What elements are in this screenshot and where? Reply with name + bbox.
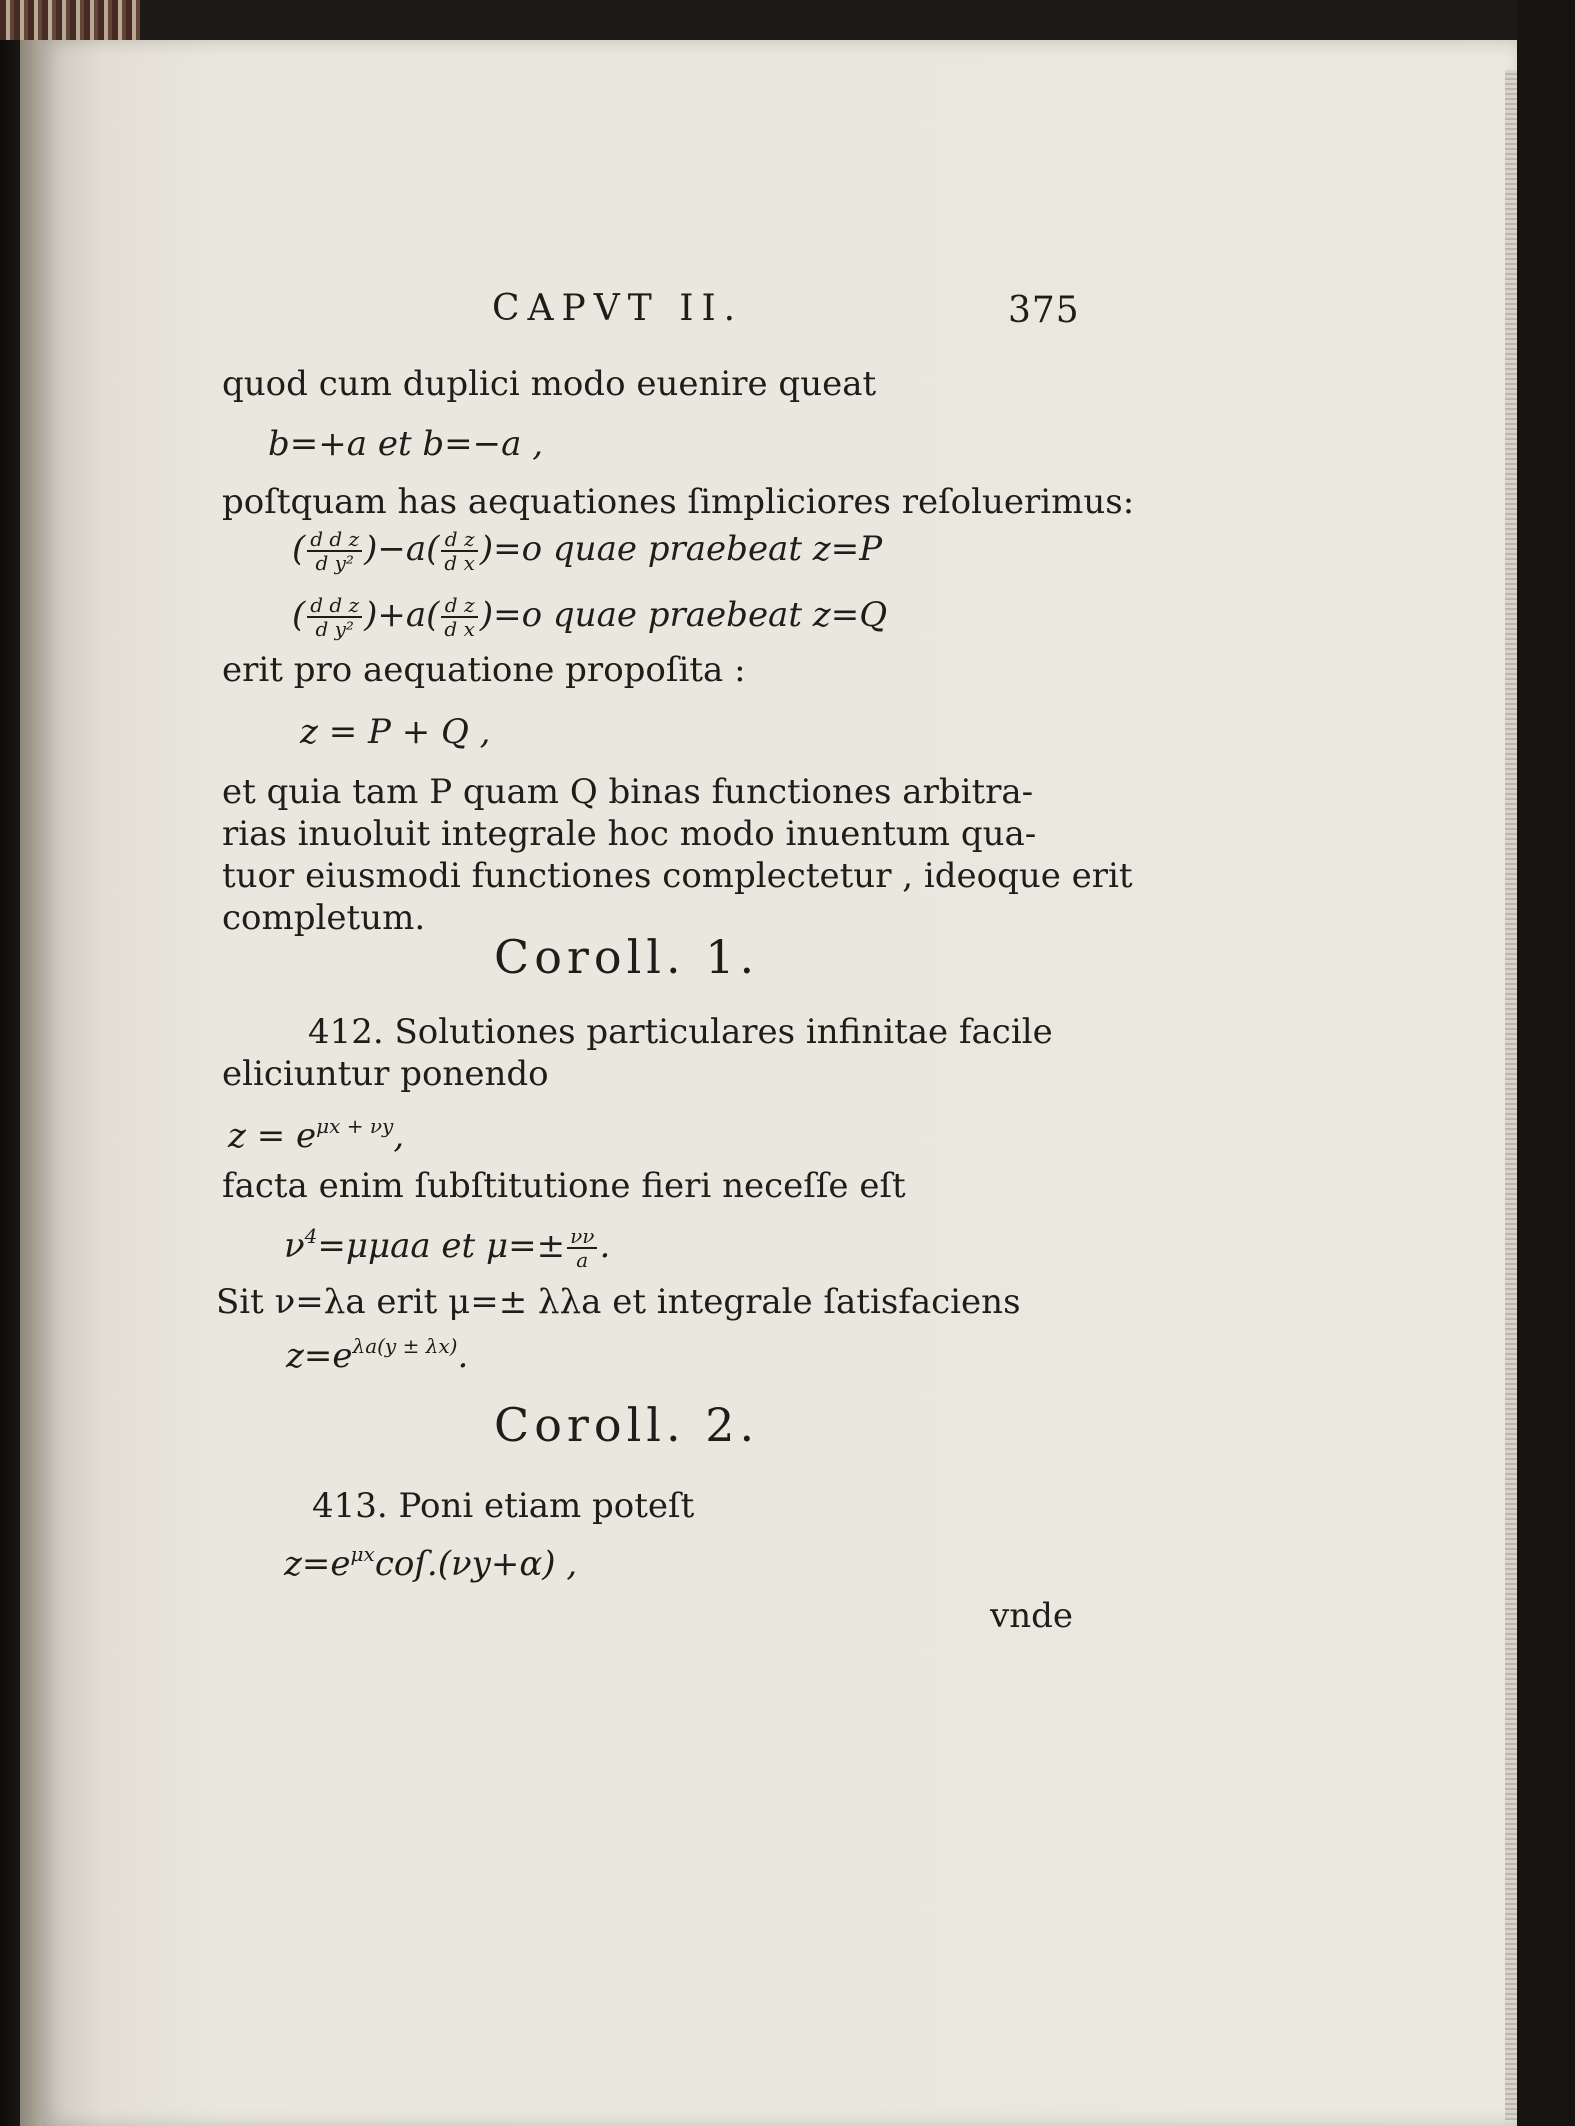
equation: $z=e^{\lambda a(y \pm \lambda x)}$. xyxy=(286,1334,469,1376)
fraction: $\frac{\nu\nu}{a}$ xyxy=(567,1225,597,1271)
fraction: $\frac{\text{d z}}{\text{d x}}$ xyxy=(441,594,477,640)
text-line: facta enim ſubſtitutione fieri neceſſe eſt xyxy=(222,1166,906,1206)
equation: $\nu^4=\mu\mu aa$ et μ=± $\frac{\nu\nu}{a}$ . xyxy=(284,1224,611,1272)
equation: $z = e^{\mu x + \nu y}$, xyxy=(228,1114,405,1156)
fraction: $\frac{\text{d d z}}{\text{d y²}}$ xyxy=(307,594,362,640)
text-line: completum. xyxy=(222,898,426,938)
section-heading: Coroll. 1. xyxy=(494,930,760,984)
text-line: et quia tam P quam Q binas functiones arbitra- xyxy=(222,772,1034,812)
section-heading: Coroll. 2. xyxy=(494,1398,760,1452)
equation: ( $\frac{\text{d d z}}{\text{d y²}}$ )+a( $\frac{\text{d z}}{\text{d x}}$ )=o quae praebeat z=Q xyxy=(292,593,888,641)
text-line: poſtquam has aequationes ſimpliciores reſoluerimus: xyxy=(222,482,1135,522)
running-title: CAPVT II. xyxy=(492,288,744,329)
fraction: $\frac{\text{d d z}}{\text{d y²}}$ xyxy=(307,528,362,574)
text-line: Sit ν=λa erit μ=± λλa et integrale ſatisfaciens xyxy=(216,1282,1021,1322)
page-number: 375 xyxy=(1008,290,1080,331)
equation: z = P + Q , xyxy=(300,712,491,752)
equation: b=+a et b=−a , xyxy=(268,424,544,464)
fraction: $\frac{\text{d z}}{\text{d x}}$ xyxy=(441,528,477,574)
text-line: 412. Solutiones particulares infinitae facile xyxy=(308,1012,1053,1052)
text-line: quod cum duplici modo euenire queat xyxy=(222,364,877,404)
text-line: tuor eiusmodi functiones complectetur , ideoque erit xyxy=(222,856,1133,896)
text-line: erit pro aequatione propoſita : xyxy=(222,650,746,690)
catchword: vnde xyxy=(990,1596,1073,1636)
text-line: rias inuoluit integrale hoc modo inuentum qua- xyxy=(222,814,1037,854)
equation: $z=e^{\mu x}coſ.(\nu y+\alpha)$ , xyxy=(284,1542,578,1584)
equation: ( $\frac{\text{d d z}}{\text{d y²}}$ )−a( $\frac{\text{d z}}{\text{d x}}$ )=o quae praebeat z=P xyxy=(292,527,883,575)
text-line: eliciuntur ponendo xyxy=(222,1054,549,1094)
text-line: 413. Poni etiam poteſt xyxy=(312,1486,695,1526)
